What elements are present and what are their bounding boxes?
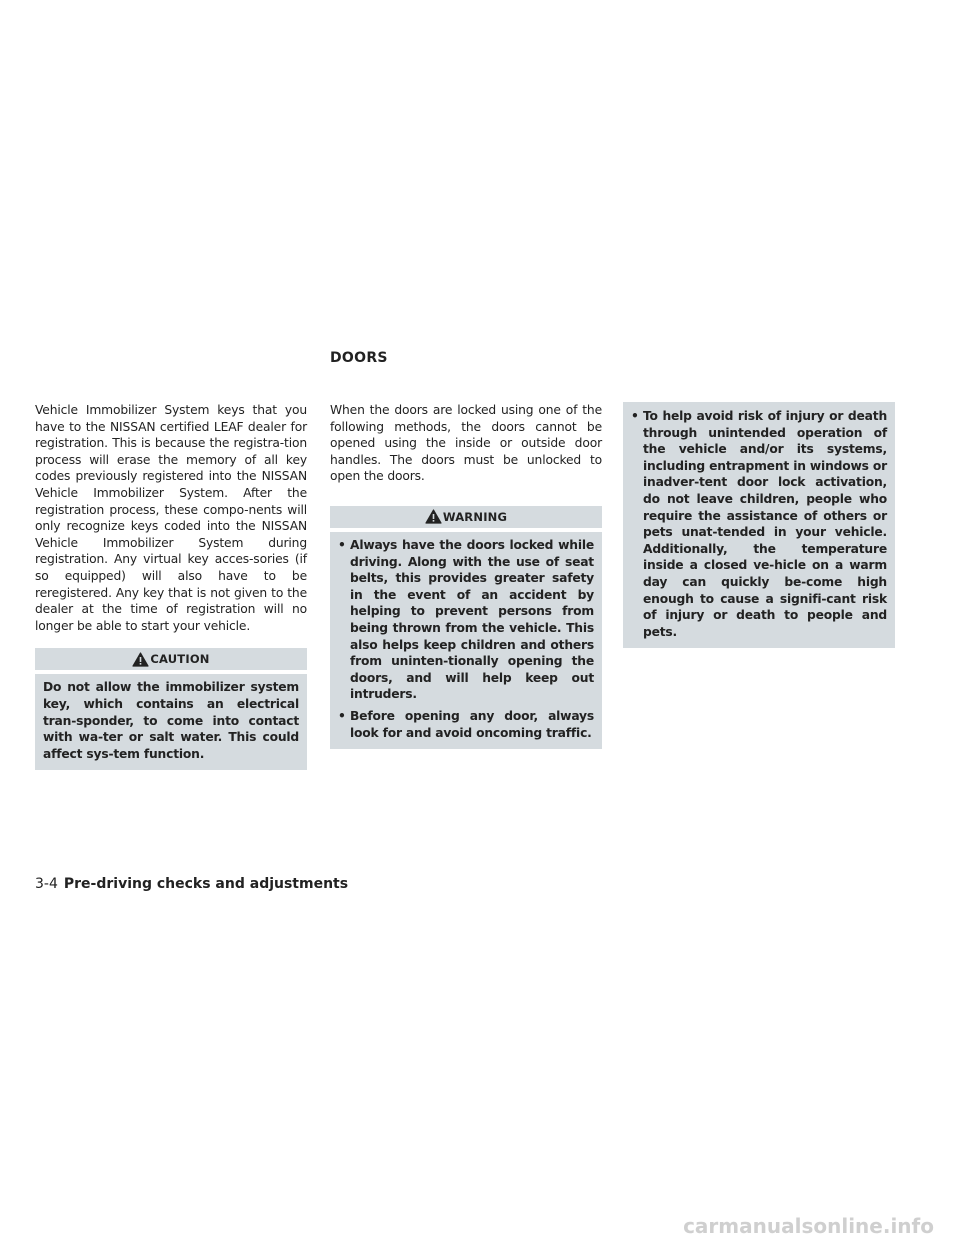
page-footer (35, 876, 348, 892)
caution-header (35, 648, 307, 670)
warning-bullet (631, 408, 887, 640)
doors-paragraph: When the doors are locked using one of the following methods, the doors cannot be opened using the inside or outside door handles. The doors must be unlocked to open the doors. (330, 403, 602, 484)
page-number: 3-4 (35, 876, 58, 892)
warning-header (330, 506, 602, 528)
warning-continued-body (623, 402, 895, 648)
caution-text: Do not allow the immobilizer system key, which contains an electrical tran-sponder, to come into contact with wa-ter or salt water. This could affect sys-tem function. (43, 680, 299, 761)
warning-bullet (338, 537, 594, 703)
bullet-mark: • (338, 537, 346, 552)
warning-bullet-text: Before opening any door, always look for and avoid oncoming traffic. (350, 708, 594, 740)
warning-bullet-text: To help avoid risk of injury or death through unintended operation of the vehicle and/or its systems, including entrapment in windows or inadver-tent door lock activation, do not leave children, people who require the assistance of others or pets unat-tended in your vehicle. Additionally, the temperature inside a closed ve-hicle on a warm day can quickly be-come high enough to cause a signifi-cant risk of injury or death to people and pets. (643, 409, 887, 639)
chapter-title: Pre-driving checks and adjustments (63, 876, 349, 892)
caution-label: CAUTION (150, 652, 210, 667)
caution-body (35, 674, 307, 770)
column-right (623, 402, 895, 648)
warning-box (330, 506, 602, 749)
immobilizer-paragraph: Vehicle Immobilizer System keys that you have to the NISSAN certified LEAF dealer for registration. This is because the registra-tion process will erase the memory of all key codes previously registered into the NISSAN Vehicle Immobilizer System. After the registration process, these compo-nents will only recognize keys coded into the NISSAN Vehicle Immobilizer System during registration. Any virtual key acces-sories (if so equipped) will also have to be reregistered. Any key that is not given to the dealer at the time of registration will no longer be able to start your vehicle. (35, 403, 307, 633)
caution-box (35, 648, 307, 770)
warning-label: WARNING (442, 509, 508, 524)
warning-triangle-icon (132, 652, 149, 667)
watermark: carmanualsonline.info (683, 1214, 934, 1238)
warning-bullet (338, 708, 594, 741)
warning-triangle-icon (425, 509, 442, 524)
bullet-mark: • (631, 409, 639, 423)
column-middle (330, 402, 602, 749)
section-title: DOORS (330, 350, 388, 366)
bullet-mark: • (338, 708, 346, 723)
warning-bullet-text: Always have the doors locked while driving. Along with the use of seat belts, this provides greater safety in the event of an accident by helping to prevent persons from being thrown from the vehicle. This also helps keep children and others from uninten-tionally opening the doors, and will help keep out intruders. (350, 537, 594, 702)
column-left (35, 402, 307, 770)
warning-body (330, 532, 602, 749)
